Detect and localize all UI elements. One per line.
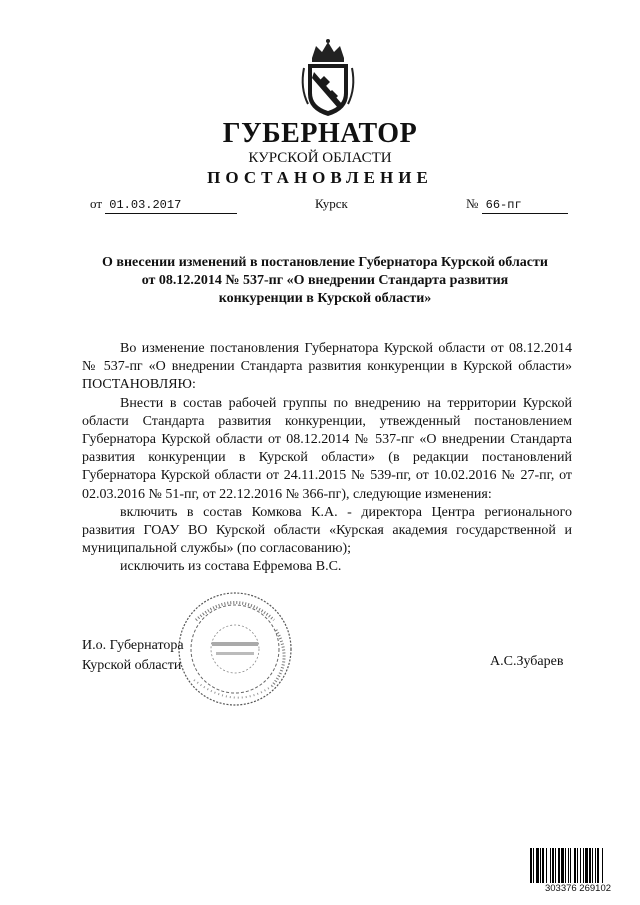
- document-title: [60, 254, 590, 308]
- date-field: [90, 196, 237, 214]
- document-body: [82, 340, 572, 577]
- signatory-name: А.С.Зубарев: [490, 654, 564, 669]
- signatory-title-line: Курской области: [82, 658, 182, 673]
- signatory-title: [82, 636, 184, 676]
- number-prefix: №: [466, 196, 479, 211]
- document-type: ПОСТАНОВЛЕНИЕ: [207, 168, 433, 187]
- barcode-number: 303376 269102: [529, 883, 627, 894]
- body-paragraph: Внести в состав рабочей группы по внедрению на территории Курской области Стандарта развития конкуренции, утвежденный постановлением Губернатора Курской области от 08.12.2014 № 537-пг «О внедрении Стандарта развития конкуренции в Курской области» (в редакции постановлений Губернатора Курской области от 24.11.2015 № 539-пг, от 10.02.2016 № 27-пг, от 02.03.2016 № 51-пг, от 22.12.2016 № 366-пг), следующие изменения:: [82, 395, 572, 502]
- coat-of-arms-emblem: [298, 38, 358, 118]
- document-city: Курск: [315, 196, 348, 211]
- signatory-title-line: И.о. Губернатора: [82, 638, 184, 653]
- header-region: КУРСКОЙ ОБЛАСТИ: [248, 150, 392, 166]
- document-date: 01.03.2017: [105, 198, 237, 214]
- official-stamp-seal: [176, 590, 294, 708]
- body-paragraph: исключить из состава Ефремова В.С.: [120, 559, 342, 575]
- body-paragraph: Во изменение постановления Губернатора Курской области от 08.12.2014 № 537-пг «О внедрении Стандарта развития конкуренции в Курской области» ПОСТАНОВЛЯЮ:: [82, 341, 572, 393]
- header-title: ГУБЕРНАТОР: [222, 118, 418, 149]
- document-title-line: О внесении изменений в постановление Губернатора Курской области: [102, 255, 548, 270]
- document-title-line: конкуренции в Курской области»: [218, 291, 432, 306]
- body-paragraph: включить в состав Комкова К.А. - директора Центра регионального развития ГОАУ ВО Курской области «Курская академия государственной и муниципальной службы» (по согласованию);: [82, 504, 572, 557]
- document-number: 66-пг: [482, 198, 568, 214]
- number-field: [466, 196, 568, 214]
- document-title-line: от 08.12.2014 № 537-пг «О внедрении Стандарта развития: [141, 273, 509, 288]
- date-prefix: от: [90, 196, 103, 211]
